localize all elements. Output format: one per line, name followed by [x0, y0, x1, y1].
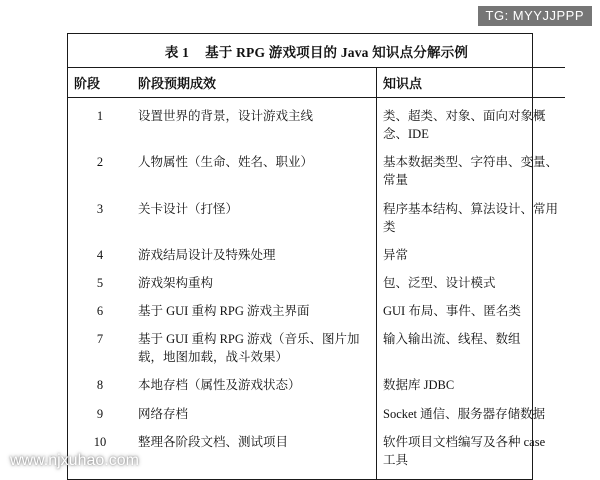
- cell-stage: 6: [96, 304, 104, 318]
- cell-stage: 8: [96, 378, 104, 393]
- cell-goal: 游戏架构重构: [138, 275, 214, 290]
- table-row: [68, 98, 565, 149]
- cell-goal: 基于 GUI 重构 RPG 游戏（音乐、图片加载，地图加载，战斗效果）: [138, 332, 360, 365]
- cell-goal: 设置世界的背景，设计游戏主线: [138, 109, 314, 123]
- cell-stage: 3: [96, 201, 104, 216]
- cell-stage: 7: [96, 332, 104, 347]
- table-row: [68, 297, 565, 325]
- cell-stage: 5: [96, 275, 104, 290]
- table-row: [68, 148, 565, 194]
- cell-goal: 基于 GUI 重构 RPG 游戏主界面: [138, 304, 310, 318]
- table-header: [68, 68, 565, 98]
- cell-knowledge: 输入输出流、线程、数组: [377, 325, 566, 371]
- cell-knowledge: GUI 布局、事件、匿名类: [377, 297, 566, 325]
- table-row: [68, 400, 565, 428]
- cell-stage: 2: [96, 155, 104, 170]
- table-body: [68, 98, 565, 479]
- cell-stage: 1: [96, 109, 104, 123]
- cell-knowledge: 基本数据类型、字符串、变量、常量: [377, 148, 566, 194]
- table-row: [68, 269, 565, 297]
- cell-goal: 本地存档（属性及游戏状态）: [138, 378, 301, 393]
- cell-stage: 4: [96, 247, 104, 262]
- table-header-row: [68, 68, 565, 98]
- table-row: [68, 325, 565, 371]
- table-row: [68, 195, 565, 241]
- cell-goal: 整理各阶段文档、测试项目: [138, 434, 289, 449]
- site-url-watermark: www.njxuhao.com: [10, 452, 139, 469]
- cell-goal: 游戏结局设计及特殊处理: [138, 247, 276, 262]
- cell-stage: 9: [96, 406, 104, 421]
- cell-knowledge: 程序基本结构、算法设计、常用类: [377, 195, 566, 241]
- knowledge-table-container: [67, 33, 559, 480]
- cell-knowledge: 异常: [377, 241, 566, 269]
- cell-knowledge: 软件项目文档编写及各种 case 工具: [377, 428, 566, 479]
- column-header-goal: 阶段预期成效: [132, 68, 377, 98]
- cell-knowledge: 数据库 JDBC: [377, 371, 566, 399]
- column-header-stage: 阶段: [68, 68, 132, 98]
- table-caption: [68, 34, 565, 67]
- table-caption-title: 基于 RPG 游戏项目的 Java 知识点分解示例: [205, 45, 469, 60]
- column-header-knowledge: 知识点: [377, 68, 566, 98]
- cell-stage: 10: [93, 434, 107, 449]
- cell-knowledge: 类、超类、对象、面向对象概念、IDE: [377, 98, 566, 149]
- knowledge-table: [68, 34, 565, 479]
- cell-goal: 网络存档: [138, 406, 189, 421]
- telegram-tag-watermark: TG: MYYJJPPP: [478, 6, 592, 26]
- table-row: [68, 371, 565, 399]
- table-row: [68, 241, 565, 269]
- cell-knowledge: 包、泛型、设计模式: [377, 269, 566, 297]
- cell-goal: 人物属性（生命、姓名、职业）: [138, 155, 314, 170]
- cell-goal: 关卡设计（打怪）: [138, 201, 239, 216]
- table-caption-number: 表 1: [164, 45, 190, 60]
- cell-knowledge: Socket 通信、服务器存储数据: [377, 400, 566, 428]
- table-row: [68, 428, 565, 479]
